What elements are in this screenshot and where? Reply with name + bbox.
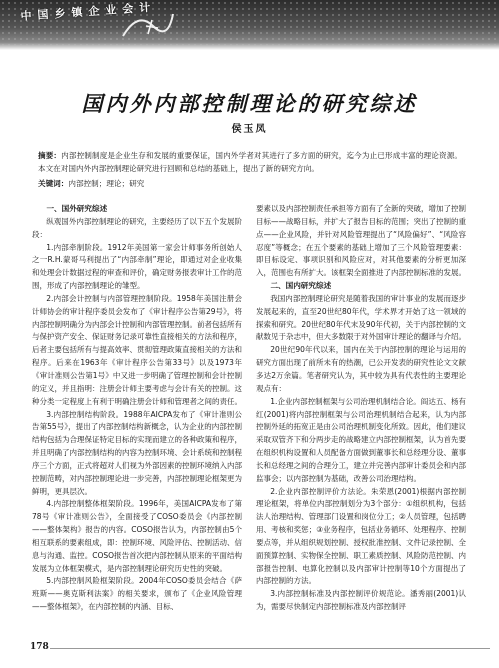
right-column (256, 203, 466, 614)
journal-name: 中国乡镇企业会计 (20, 0, 157, 23)
paragraph: 我国内部控制理论研究是随着我国的审计事业的发展而逐步发展起来的，直至20世纪80年代，学术界才开始了这一领域的探索和研究。20世纪80年代末及90年代初，关于内部控制的文献数见于杂志中，但大多数限于对外国审计理论的翻译与介绍。 (256, 293, 466, 342)
section-heading-foreign: 一、国外研究综述 (46, 204, 108, 213)
abstract (38, 150, 462, 175)
left-column (32, 203, 242, 614)
keywords-label: 关键词： (38, 179, 69, 188)
page-number: 178 (30, 642, 49, 652)
paragraph: 4.内部控制整体框架阶段。1996年，美国AICPA发布了第78号《审计准则公告》，全面接受了COSO委员会《内部控制——整体架构》报告的内容。COSO报告认为，内部控制由5个相互联系的要素组成，即：控制环境、风险评估、控制活动、信息与沟通、监控。COSO报告首次把内部控制从原来的平面结构发展为立体框架模式，是内部控制理论研究历史性的突破。 (32, 499, 242, 573)
paragraph: 3.内部控制标准及内部控制评价规范论。潘秀丽(2001)认为，需要尽快制定内部控制标准及内部控制评 (256, 589, 466, 612)
paragraph: 1.内部牵制阶段。1912年美国第一家会计师事务所创始人之一R.H.蒙哥马利提出了“内部牵制”理论，即通过对企业收集和处理会计数据过程的审查和评价，确定财务报表审计工作的范围，形成了内部控制理论的雏型。 (32, 242, 242, 291)
paragraph: 2.企业内部控制评价方法论。朱荣恩(2001)根据内部控制理论框架，将单位内部控制划分为3个部分：①组织机构，包括法人治理结构、管理部门设置和岗位分工；②人员管理，包括聘用、考核和奖惩；③业务程序，包括业务循环、处理程序、控制要点等，并从组织规划控制、授权批准控制、文件记录控制、全面预算控制、实物保全控制、职工素质控制、风险防范控制、内部报告控制、电算化控制以及内部审计控制等10个方面提出了内部控制的方法。 (256, 486, 466, 586)
paragraph: 2.内部会计控制与内部管理控制阶段。1958年美国注册会计师协会的审计程序委员会发布了《审计程序公告第29号》，将内部控制明确分为内部会计控制和内部管理控制。前者包括所有与保护资产安全、保证财务记录可靠性直接相关的方法和程序，后者主要包括所有与提高效率、贯彻管理政策直接相关的方法和程序。后来在1963年《审计程序公告第33号》以及1973年《审计准则公告第1号》中又进一步明确了管理控制和会计控制的定义，并且指明：注册会计师主要考虑与会计有关的控制。这种分类一定程度上有利于明确注册会计师和管理者之间的责任。 (32, 293, 242, 406)
keywords (38, 178, 462, 191)
journal-header-band (0, 0, 499, 50)
abstract-label: 摘要： (38, 151, 62, 160)
keywords-text: 内部控制；理论；研究 (68, 179, 145, 188)
header-flourish-icon (118, 6, 178, 46)
footer-rule (50, 648, 490, 649)
article-title: 国内外内部控制理论的研究综述 (81, 91, 418, 116)
paragraph: 20世纪90年代以来，国内在关于内部控制的理论与运用的研究方面出现了前所未有的热潮，已公开发表的研究性论文文献多达2万余篇。笔者研究认为，其中较为具有代表性的主要理论观点有： (256, 345, 466, 393)
abstract-text: 内部控制制度是企业生存和发展的重要保证，国内外学者对其进行了多方面的研究，迄今为止已形成丰富的理论资源。本文在对国内外内部控制理论研究进行回顾和总结的基础上，提出了新的研究方向。 (38, 151, 463, 173)
section-heading-domestic: 二、国内研究综述 (270, 281, 332, 291)
article-author: 侯玉凤 (231, 124, 268, 135)
paragraph: 要素以及内部控制责任承担等方面有了全新的突破，增加了控制目标——战略目标，并扩大了报告目标的范围；突出了控制的重点——企业风险，并针对风险管理提出了“风险偏好”、“风险容忍度”等概念；在五个要素的基础上增加了三个风险管理要素：即目标设定、事项识别和风险应对，对其他要素的分析更加深入，范围也有所扩大。该框架全面推进了内部控制标准的发展。 (256, 204, 466, 278)
paragraph: 1.企业内部控制框架与公司治理机制结合论。阎达五、杨有红(2001)将内部控制框架与公司治理机制结合起来，认为内部控制外延的拓宽正是由公司治理机制变化所致。因此，他们建议采取双管齐下和分两步走的战略建立内部控制框架，认为首先要在组织机构设置和人员配备方面做到董事长和总经理分设、董事长和总经理之间的合理分工，建立并完善内部审计委员会和内部监事会；以内部控制为基础，改善公司治理结构。 (256, 396, 466, 483)
paragraph: 纵观国外内部控制理论的研究，主要经历了以下五个发展阶段： (32, 216, 242, 239)
paragraph: 3.内部控制结构阶段。1988年AICPA发布了《审计准则公告第55号》，提出了内部控制结构新概念，认为企业的内部控制结构包括为合理保证特定目标的实现而建立的各种政策和程序，并且明确了内部控制结构的内容为控制环境、会计系统和控制程序三个方面，正式将超对人们视为外部因素的控制环境纳入内部控制范畴，对内部控制理论进一步完善，内部控制理论框架更为鲜明，更具层次。 (32, 409, 242, 496)
paragraph: 5.内部控制风险框架阶段。2004年COSO委员会结合《萨班斯——奥克斯利法案》的相关要求，颁布了《企业风险管理——整体框架》，在内部控制的内涵、目标、 (32, 576, 242, 612)
